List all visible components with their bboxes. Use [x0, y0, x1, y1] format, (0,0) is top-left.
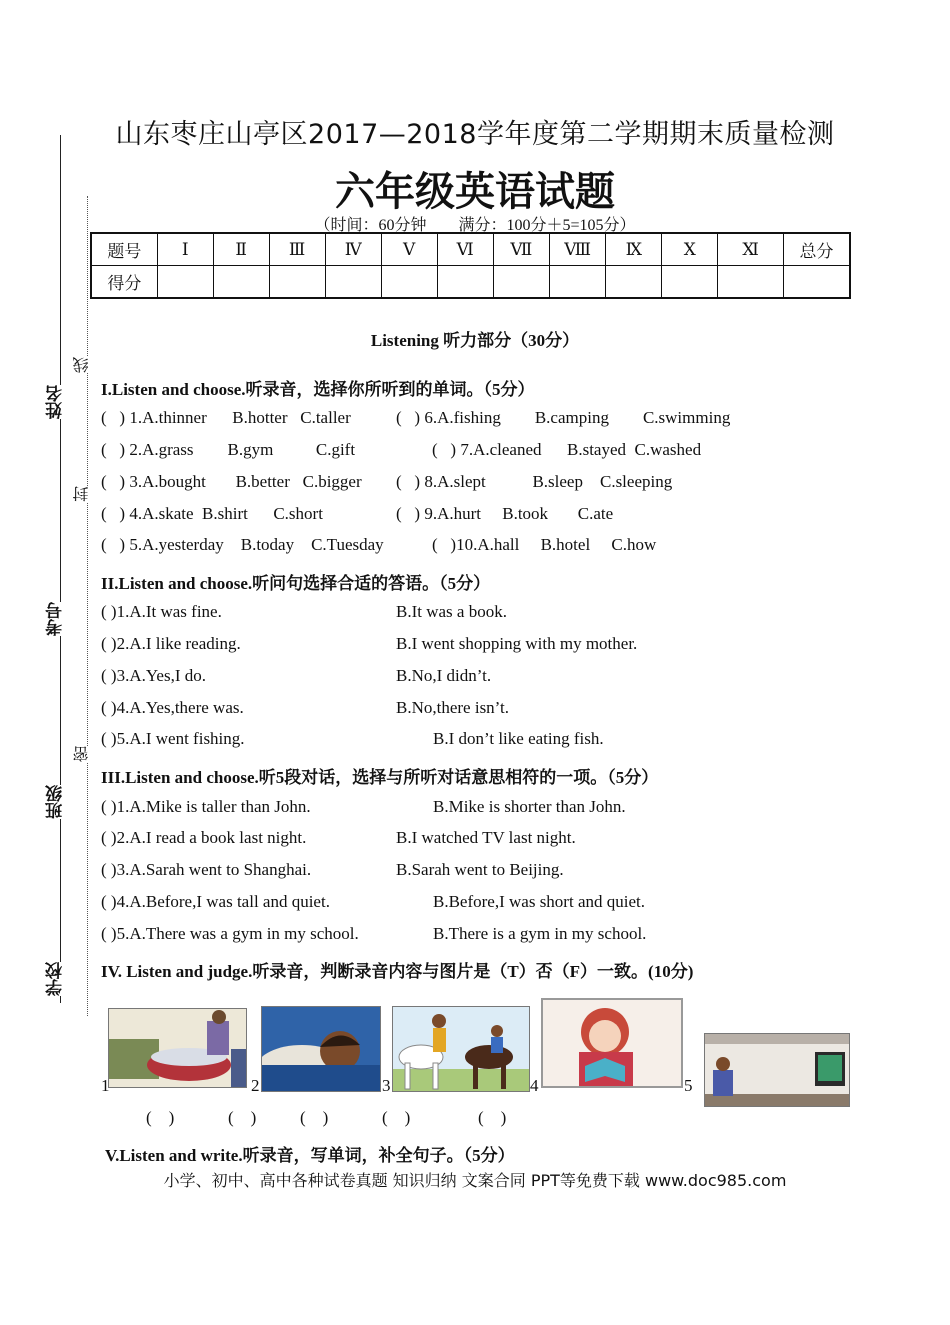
part1-item-4: ( ) 4.A.skate B.shirt C.short — [101, 504, 323, 523]
score-input-cell[interactable] — [213, 266, 269, 299]
part1-item-7: ( ) 7.A.cleaned B.stayed C.washed — [432, 440, 702, 459]
score-input-cell[interactable] — [606, 266, 662, 299]
picture-reading — [541, 998, 683, 1088]
table-cell: Ⅶ — [493, 233, 549, 266]
exam-title-line2: 六年级英语试题 — [335, 169, 615, 215]
part3-item-a: ( )2.A.I read a book last night. — [101, 828, 307, 847]
watching-tv-illustration — [705, 1034, 849, 1106]
part1-item-1: ( ) 1.A.thinner B.hotter C.taller — [101, 408, 351, 427]
score-input-cell[interactable] — [784, 266, 850, 299]
table-cell: Ⅴ — [381, 233, 437, 266]
picture-number-5: 5 — [684, 1076, 693, 1095]
seal-char-mi: 密 — [72, 746, 91, 762]
score-input-cell[interactable] — [381, 266, 437, 299]
part3-item-a: ( )1.A.Mike is taller than John. — [101, 797, 311, 816]
listening-section-title: Listening 听力部分（30分） — [370, 331, 580, 350]
score-table-score-row — [91, 266, 850, 299]
part1-item-3: ( ) 3.A.bought B.better C.bigger — [101, 472, 362, 491]
part1-item-8: ( ) 8.A.slept B.sleep C.sleeping — [396, 472, 673, 491]
part3-item-b: B.Mike is shorter than John. — [433, 797, 626, 816]
reading-illustration — [543, 1000, 681, 1086]
score-input-cell[interactable] — [718, 266, 784, 299]
exam-number-label: 考号 — [43, 602, 68, 636]
answer-blank-2[interactable]: ( ) — [228, 1108, 257, 1127]
score-input-cell[interactable] — [662, 266, 718, 299]
part1-item-2: ( ) 2.A.grass B.gym C.gift — [101, 440, 356, 459]
answer-blank-4[interactable]: ( ) — [382, 1108, 411, 1127]
part2-item-b: B.No,I didn’t. — [396, 666, 492, 685]
sleeping-illustration — [262, 1007, 380, 1091]
picture-sleeping — [261, 1006, 381, 1092]
table-cell: Ⅰ — [157, 233, 213, 266]
part2-item-b: B.It was a book. — [396, 602, 507, 621]
answer-blank-1[interactable]: ( ) — [146, 1108, 175, 1127]
part3-item-a: ( )4.A.Before,I was tall and quiet. — [101, 892, 330, 911]
score-input-cell[interactable] — [437, 266, 493, 299]
table-cell: Ⅲ — [269, 233, 325, 266]
picture-riding-horses — [392, 1006, 530, 1092]
table-cell: Ⅵ — [437, 233, 493, 266]
part5-heading: V.Listen and write.听录音，写单词，补全句子。（5分） — [105, 1146, 515, 1165]
part4-heading: IV. Listen and judge.听录音，判断录音内容与图片是（T）否（F）一致。(10分) — [101, 962, 694, 981]
score-input-cell[interactable] — [157, 266, 213, 299]
part2-item-a: ( )2.A.I like reading. — [101, 634, 241, 653]
score-input-cell[interactable] — [269, 266, 325, 299]
picture-number-3: 3 — [382, 1076, 391, 1095]
part2-heading: II.Listen and choose.听问句选择合适的答语。（5分） — [101, 574, 491, 593]
name-label: 姓名 — [43, 385, 68, 419]
score-input-cell[interactable] — [325, 266, 381, 299]
part3-item-b: B.I watched TV last night. — [396, 828, 576, 847]
table-cell: 总分 — [784, 233, 850, 266]
part2-item-b: B.No,there isn’t. — [396, 698, 510, 717]
table-cell: Ⅹ — [662, 233, 718, 266]
table-cell: Ⅳ — [325, 233, 381, 266]
picture-washing-clothes — [108, 1008, 247, 1088]
part3-item-b: B.Sarah went to Beijing. — [396, 860, 564, 879]
score-table-header-row — [91, 233, 850, 266]
part1-item-5: ( ) 5.A.yesterday B.today C.Tuesday — [101, 535, 384, 554]
part3-heading: III.Listen and choose.听5段对话，选择与所听对话意思相符的一项。（5分） — [101, 768, 659, 787]
part1-item-6: ( ) 6.A.fishing B.camping C.swimming — [396, 408, 731, 427]
school-label: 学校 — [43, 962, 68, 996]
part2-item-b: B.I went shopping with my mother. — [396, 634, 638, 653]
answer-blank-3[interactable]: ( ) — [300, 1108, 329, 1127]
class-label: 班级 — [43, 785, 68, 819]
part2-item-a: ( )5.A.I went fishing. — [101, 729, 245, 748]
part3-item-b: B.There is a gym in my school. — [433, 924, 647, 943]
table-cell: 得分 — [91, 266, 157, 299]
picture-number-2: 2 — [251, 1076, 260, 1095]
picture-number-1: 1 — [101, 1076, 110, 1095]
seal-dotted-line — [87, 196, 88, 1016]
footer-ad-text: 小学、初中、高中各种试卷真题 知识归纳 文案合同 PPT等免费下载 www.doc985.com — [163, 1171, 787, 1190]
table-cell: Ⅱ — [213, 233, 269, 266]
part3-item-b: B.Before,I was short and quiet. — [433, 892, 645, 911]
exam-subtitle: （时间：60分钟 满分：100分＋5=105分） — [314, 217, 636, 234]
score-input-cell[interactable] — [549, 266, 605, 299]
table-cell: 题号 — [91, 233, 157, 266]
answer-blank-5[interactable]: ( ) — [478, 1108, 507, 1127]
part2-item-a: ( )3.A.Yes,I do. — [101, 666, 206, 685]
riding-horses-illustration — [393, 1007, 529, 1091]
part1-heading: I.Listen and choose.听录音，选择你所听到的单词。（5分） — [101, 380, 535, 399]
part2-item-a: ( )1.A.It was fine. — [101, 602, 222, 621]
part1-item-10: ( )10.A.hall B.hotel C.how — [432, 535, 657, 554]
part3-item-a: ( )3.A.Sarah went to Shanghai. — [101, 860, 312, 879]
washing-clothes-illustration — [109, 1009, 246, 1087]
table-cell: Ⅺ — [718, 233, 784, 266]
binding-margin-line — [60, 135, 61, 1003]
part1-item-9: ( ) 9.A.hurt B.took C.ate — [396, 504, 614, 523]
picture-watching-tv — [704, 1033, 850, 1107]
picture-number-4: 4 — [530, 1076, 539, 1095]
part2-item-b: B.I don’t like eating fish. — [433, 729, 604, 748]
table-cell: Ⅷ — [549, 233, 605, 266]
seal-char-feng: 封 — [72, 486, 91, 502]
part2-item-a: ( )4.A.Yes,there was. — [101, 698, 244, 717]
score-table — [90, 232, 851, 299]
score-input-cell[interactable] — [493, 266, 549, 299]
exam-title-line1: 山东枣庄山亭区2017—2018学年度第二学期期末质量检测 — [115, 119, 835, 150]
seal-char-xian: 线 — [72, 357, 91, 373]
part3-item-a: ( )5.A.There was a gym in my school. — [101, 924, 359, 943]
table-cell: Ⅸ — [606, 233, 662, 266]
